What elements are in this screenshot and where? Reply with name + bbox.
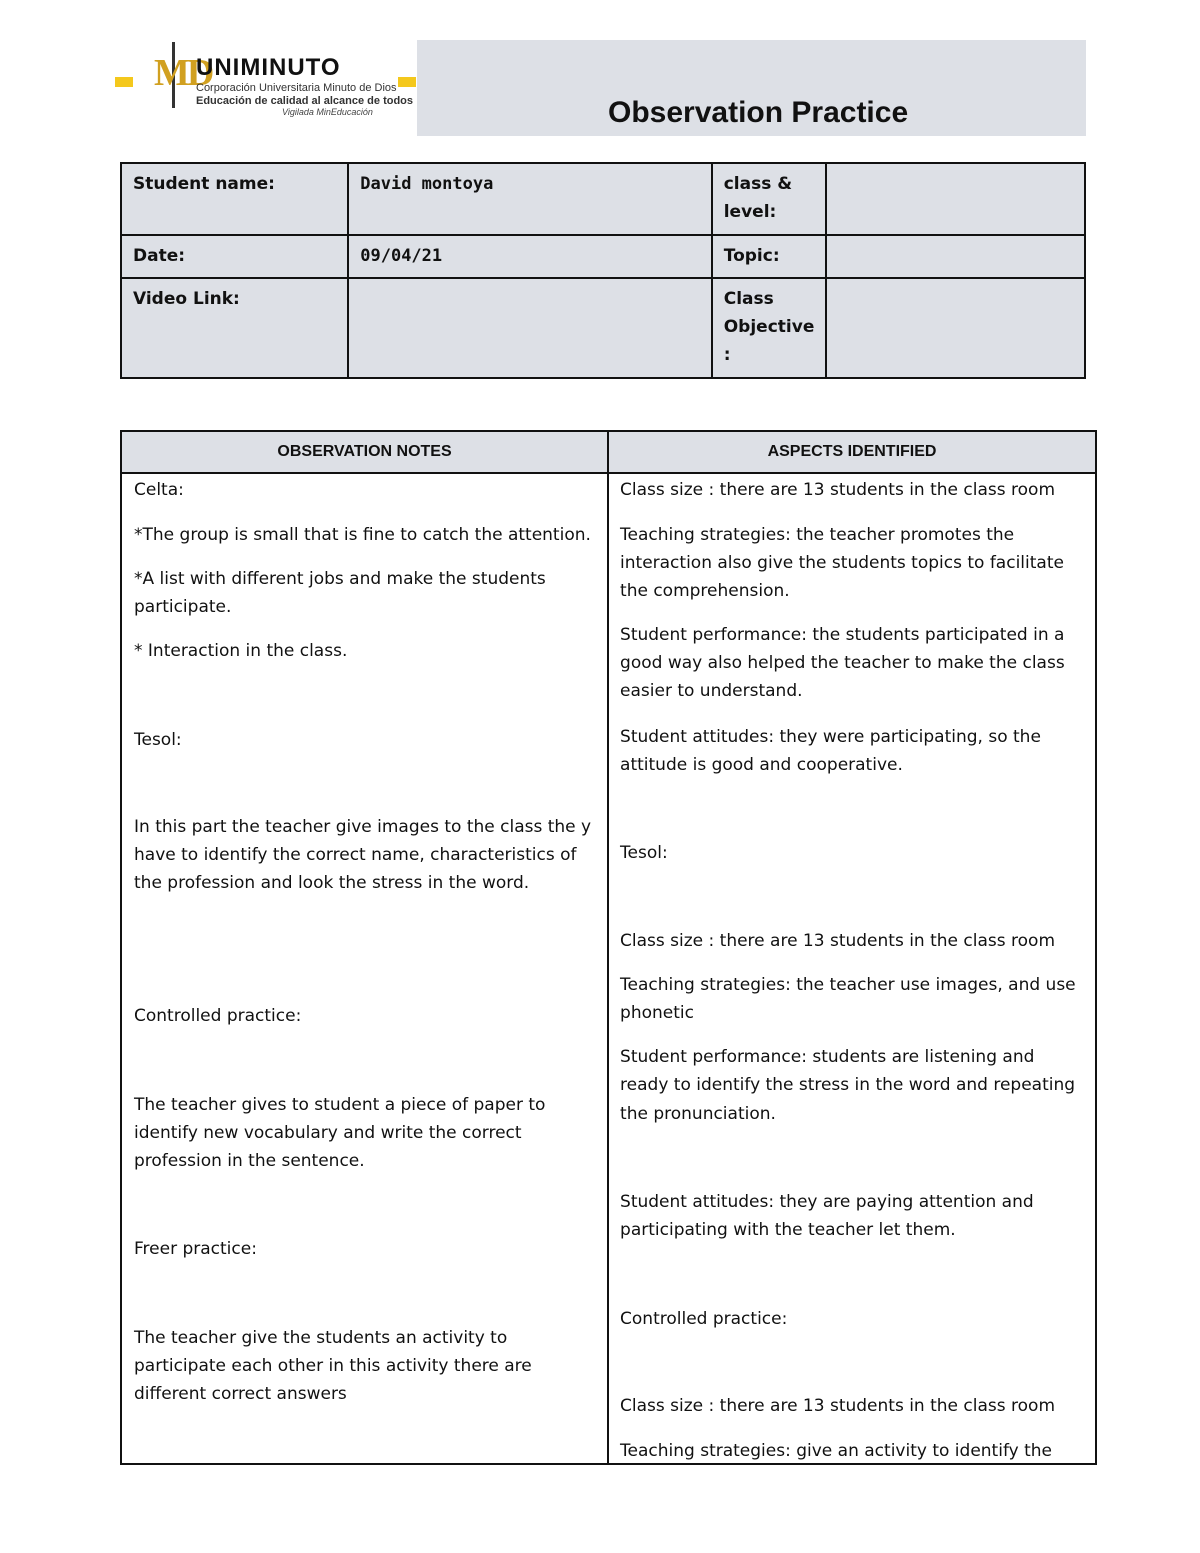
aspect-line: Controlled practice: — [620, 1309, 788, 1329]
observation-body-row — [121, 473, 1096, 1464]
observation-header-row — [121, 431, 1096, 473]
info-row-video — [121, 278, 1085, 378]
logo-tagline: Educación de calidad al alcance de todos — [196, 95, 414, 107]
aspect-line: Student performance: the students participated in a — [620, 625, 1065, 645]
logo-subtitle: Corporación Universitaria Minuto de Dios — [196, 82, 397, 94]
note-line: profession in the sentence. — [134, 1151, 365, 1171]
note-line: participate each other in this activity there are — [134, 1356, 532, 1376]
aspects-identified-cell — [608, 473, 1096, 1464]
class-objective-value — [826, 278, 1085, 378]
note-line: *A list with different jobs and make the students — [134, 569, 546, 589]
note-line: different correct answers — [134, 1384, 347, 1404]
observation-notes-header: OBSERVATION NOTES — [121, 431, 608, 473]
class-level-label-line2: level: — [723, 202, 777, 222]
topic-label: Topic: — [712, 235, 827, 278]
student-name-label: Student name: — [121, 163, 348, 235]
aspect-line: Teaching strategies: give an activity to identify the — [620, 1441, 1052, 1461]
video-link-value — [348, 278, 711, 378]
aspect-line: phonetic — [620, 1003, 694, 1023]
objective-label-line1: Class — [723, 289, 774, 309]
note-line: participate. — [134, 597, 232, 617]
aspect-line: ready to identify the stress in the word and repeating — [620, 1075, 1076, 1095]
topic-value — [826, 235, 1085, 278]
note-line: Controlled practice: — [134, 1006, 302, 1026]
aspect-line: interaction also give the students topics to facilitate — [620, 553, 1064, 573]
note-line: Celta: — [134, 480, 184, 500]
aspect-line: attitude is good and cooperative. — [620, 755, 903, 775]
note-line: The teacher give the students an activity to — [134, 1328, 508, 1348]
note-line: In this part the teacher give images to the class the y — [134, 817, 592, 837]
aspects-identified-header: ASPECTS IDENTIFIED — [608, 431, 1096, 473]
class-level-value — [826, 163, 1085, 235]
aspect-line: participating with the teacher let them. — [620, 1220, 956, 1240]
aspect-line: good way also helped the teacher to make the class — [620, 653, 1065, 673]
objective-label-line2: Objective — [723, 317, 815, 337]
aspect-line: Student attitudes: they are paying attention and — [620, 1192, 1034, 1212]
note-line: have to identify the correct name, characteristics of — [134, 845, 577, 865]
uniminuto-logo — [150, 42, 414, 120]
student-name-value: David montoya — [348, 163, 711, 235]
date-value: 09/04/21 — [348, 235, 711, 278]
note-line: The teacher gives to student a piece of paper to — [134, 1095, 546, 1115]
aspect-line: Class size : there are 13 students in the class room — [620, 931, 1056, 951]
note-line: * Interaction in the class. — [134, 641, 348, 661]
aspect-line: Student performance: students are listening and — [620, 1047, 1035, 1067]
aspect-line: Class size : there are 13 students in the class room — [620, 480, 1056, 500]
info-row-date — [121, 235, 1085, 278]
class-level-label-line1: class & — [723, 174, 793, 194]
aspect-line: Tesol: — [620, 843, 668, 863]
student-info-table — [120, 162, 1086, 379]
video-link-label: Video Link: — [121, 278, 348, 378]
aspect-line: easier to understand. — [620, 681, 803, 701]
aspect-line: the comprehension. — [620, 581, 790, 601]
objective-label-line3: : — [723, 345, 731, 365]
page-title: Observation Practice — [608, 96, 909, 129]
aspect-line: the pronunciation. — [620, 1104, 776, 1124]
logo-mark: MD — [154, 52, 212, 94]
date-label: Date: — [121, 235, 348, 278]
accent-bar-left — [115, 77, 133, 87]
info-row-student — [121, 163, 1085, 235]
class-objective-label — [712, 278, 827, 378]
note-line: *The group is small that is fine to catch the attention. — [134, 525, 591, 545]
note-line: Freer practice: — [134, 1239, 257, 1259]
class-level-label — [712, 163, 827, 235]
aspect-line: Teaching strategies: the teacher use images, and use — [620, 975, 1076, 995]
observation-notes-cell — [121, 473, 608, 1464]
observation-table — [120, 430, 1097, 1465]
logo-wordmark: UNIMINUTO — [196, 54, 341, 81]
note-line: the profession and look the stress in the word. — [134, 873, 530, 893]
aspect-line: Student attitudes: they were participating, so the — [620, 727, 1041, 747]
aspect-line: Teaching strategies: the teacher promotes the — [620, 525, 1015, 545]
note-line: Tesol: — [134, 730, 182, 750]
note-line: identify new vocabulary and write the correct — [134, 1123, 522, 1143]
aspect-line: Class size : there are 13 students in the class room — [620, 1396, 1056, 1416]
logo-vigilada: Vigilada MinEducación — [282, 107, 373, 117]
accent-bar-right — [398, 77, 416, 87]
